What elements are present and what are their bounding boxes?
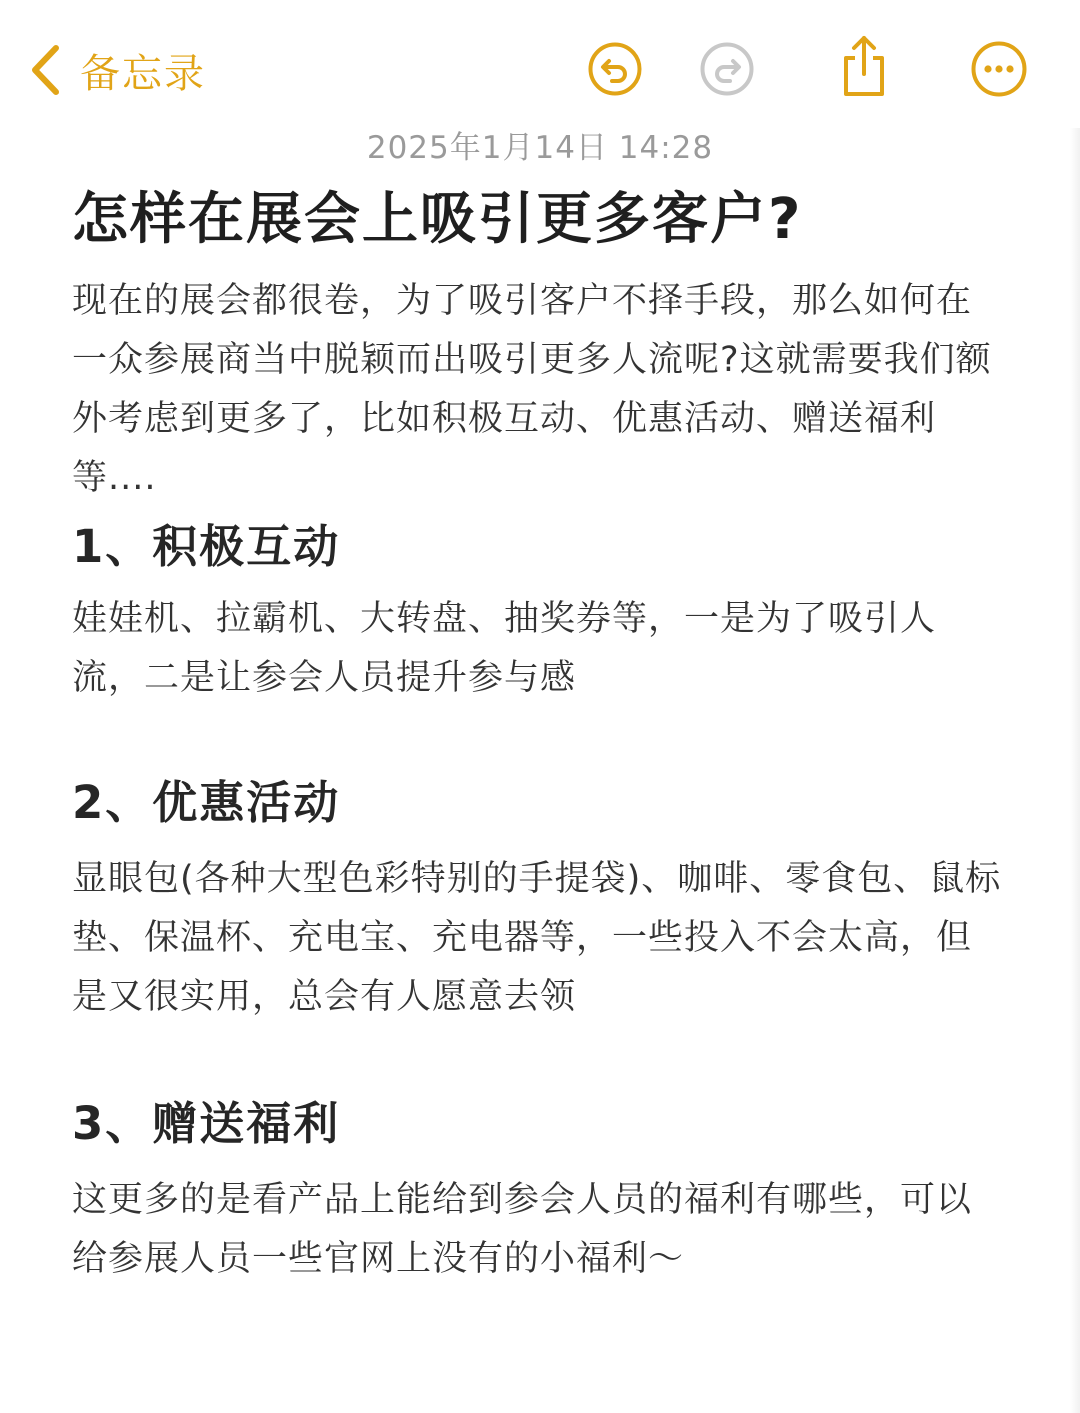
section-body-gifts: 这更多的是看产品上能给到参会人员的福利有哪些，可以给参展人员一些官网上没有的小福利～ <box>72 1180 973 1279</box>
navigation-bar <box>0 0 1080 120</box>
redo-button[interactable] <box>698 40 756 98</box>
redo-icon <box>699 41 755 97</box>
section-heading-gifts: 3、赠送福利 <box>72 1097 341 1150</box>
share-button[interactable] <box>835 34 893 98</box>
note-title: 怎样在展会上吸引更多客户? <box>72 187 803 252</box>
share-icon <box>838 34 890 98</box>
undo-button[interactable] <box>586 40 644 98</box>
more-button[interactable] <box>970 40 1028 98</box>
note-body[interactable] <box>72 182 1002 1289</box>
page-edge-divider <box>1070 128 1080 1413</box>
more-icon <box>970 40 1028 98</box>
chevron-left-icon <box>28 44 62 96</box>
intro-paragraph: 现在的展会都很卷，为了吸引客户不择手段，那么如何在一众参展商当中脱颖而出吸引更多人流呢?这就需要我们额外考虑到更多了，比如积极互动、优惠活动、赠送福利等.... <box>72 281 992 498</box>
section-heading-interaction: 1、积极互动 <box>72 520 341 573</box>
note-timestamp: 2025年1月14日 14:28 <box>366 130 714 166</box>
undo-icon <box>587 41 643 97</box>
section-heading-promotion: 2、优惠活动 <box>72 776 341 829</box>
section-body-interaction: 娃娃机、拉霸机、大转盘、抽奖券等，一是为了吸引人流，二是让参会人员提升参与感 <box>72 599 937 698</box>
back-button[interactable] <box>28 40 206 100</box>
section-body-promotion: 显眼包(各种大型色彩特别的手提袋)、咖啡、零食包、鼠标垫、保温杯、充电宝、充电器等，一些投入不会太高，但是又很实用，总会有人愿意去领 <box>72 859 1002 1017</box>
back-label: 备忘录 <box>80 50 206 97</box>
